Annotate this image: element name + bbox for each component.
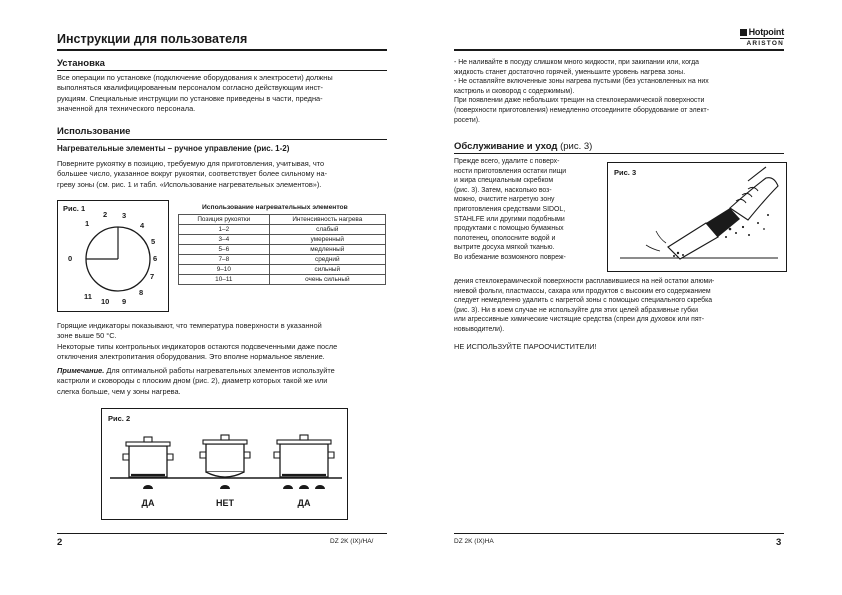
pot-caption-yes-2: ДА <box>297 498 311 508</box>
use-heading: Использование <box>57 126 131 137</box>
page-title: Инструкции для пользователя <box>57 32 248 46</box>
manual-heading: Нагревательные элементы – ручное управление (рис. 1-2) <box>57 144 290 153</box>
table-header: Позиция рукоятки <box>179 215 270 225</box>
figure-1-label: Рис. 1 <box>63 204 86 213</box>
care-text-wide: дения стеклокерамической поверхности расплавившиеся на ней остатки алюми- ниевой фольги, пластмассы, сахара или продуктов с высоким его содержанием следует немедленно удалить с нагретой зоны с помощью специального скребка (рис. 3). Ни в коем случае не используйте для этих целей абразивные губки или агрессивные химические чистящие средства (спреи для духовок или пят- новыводители). <box>454 278 715 333</box>
figure-3-scraper <box>607 162 787 272</box>
figure-3-label: Рис. 3 <box>614 168 637 177</box>
page-code: DZ 2K (IX)/HA/ <box>330 538 374 545</box>
brand-mark-icon <box>740 29 747 36</box>
table-header-row <box>179 215 386 225</box>
figure-2-label: Рис. 2 <box>108 414 131 423</box>
pot-caption-yes: ДА <box>141 498 155 508</box>
table-title: Использование нагревательных элементов <box>202 204 348 211</box>
dial-number-2: 2 <box>103 210 108 219</box>
dial-graphic <box>58 201 168 311</box>
title-rule <box>57 49 387 51</box>
note-text: Примечание. Для оптимальной работы нагревательных элементов используйте кастрюли и сковороды с плоским дном (рис. 2), диаметр которых такой же или слегка больше, чем у зоны нагрева. <box>57 366 335 396</box>
footer-rule <box>57 533 387 534</box>
pot-caption-no: НЕТ <box>216 498 234 508</box>
scraper-graphic <box>608 163 786 271</box>
note-label: Примечание. <box>57 366 105 375</box>
pot-correct-icon <box>123 437 173 489</box>
table-row: 1–2 слабый <box>179 225 386 235</box>
care-rule <box>454 153 784 154</box>
page-number-right: 3 <box>776 537 782 548</box>
care-heading: Обслуживание и уход (рис. 3) <box>454 141 593 152</box>
table-row: 3–4 умеренный <box>179 235 386 245</box>
use-rule <box>57 139 387 140</box>
heating-table <box>178 214 386 285</box>
dial-number-9: 9 <box>122 297 127 306</box>
table-row: 9–10 сильный <box>179 265 386 275</box>
table-row: 7–8 средний <box>179 255 386 265</box>
install-text: Все операции по установке (подключение оборудования к электросети) должны выполняться квалифицированным персоналом согласно действующим инст- рукциям. Специальные инструкции по установке приведены в части, предна- значенной для технического персонала. <box>57 73 333 114</box>
pot-large-correct-icon <box>274 435 334 489</box>
table-header: Интенсивность нагрева <box>269 215 385 225</box>
dial-number-11: 11 <box>84 292 92 301</box>
dial-number-4: 4 <box>140 221 145 230</box>
page-number: 2 <box>57 537 63 548</box>
figure-2-pots <box>101 408 348 520</box>
dial-number-6: 6 <box>153 254 158 263</box>
table-row: 5–6 медленный <box>179 245 386 255</box>
care-text-narrow: Прежде всего, удалите с поверх- ности приготовления остатки пищи и жира специальным скребком (рис. 3). Затем, насколько воз- можно, очистите нагретую зону приготовления средствами SIDOL, STAHLFE или другими подобными продуктами с помощью бумажных полотенец, ополосните водой и вытрите досуха мягкой тканью. Во избежание возможного повреж- <box>454 158 567 261</box>
install-rule <box>57 70 387 71</box>
figure-1-dial <box>57 200 169 312</box>
title-rule-right <box>454 49 784 51</box>
page-code-right: DZ 2K (IX)HA <box>454 538 494 545</box>
pots-graphic <box>102 409 347 519</box>
brand-logo: Hotpoint ARISTON <box>740 27 784 47</box>
manual-text: Поверните рукоятку в позицию, требуемую для приготовления, учитывая, что большее число, указанное вокруг рукоятки, соответствует более сильному на- греву зоны (см. рис. 1 и табл. «Использование нагревательных элементов»). <box>57 159 328 189</box>
install-heading: Установка <box>57 58 105 69</box>
no-steam-warning: НЕ ИСПОЛЬЗУЙТЕ ПАРООЧИСТИТЕЛИ! <box>454 342 597 351</box>
dial-number-7: 7 <box>150 272 155 281</box>
dial-number-5: 5 <box>151 237 156 246</box>
dial-number-10: 10 <box>101 297 110 306</box>
dial-number-8: 8 <box>139 288 144 297</box>
right-page <box>421 0 842 595</box>
footer-rule-right <box>454 533 784 534</box>
dial-number-0: 0 <box>68 254 73 263</box>
table-row: 10–11 очень сильный <box>179 275 386 285</box>
warning-text: - Не наливайте в посуду слишком много жидкости, при закипании или, когда жидкость станет достаточно горячей, уменьшите уровень нагрева зоны. - Не оставляйте включенные зоны нагрева пустыми (без установленных на них кастрюль и сковород с содержимым). При появлении даже небольших трещин на стеклокерамической поверхности (поверхности приготовления) немедленно отсоедините оборудование от элект- росети). <box>454 59 709 124</box>
dial-number-1: 1 <box>85 219 90 228</box>
dial-number-3: 3 <box>122 211 127 220</box>
pot-wrong-icon <box>200 435 250 489</box>
indicator-text: Горящие индикаторы показывают, что температура поверхности в указанной зоне выше 50 °C. Некоторые типы контрольных индикаторов остаются подсвеченными даже после отключения электропитания оборудования. Это вполне нормальное явление. <box>57 321 338 362</box>
